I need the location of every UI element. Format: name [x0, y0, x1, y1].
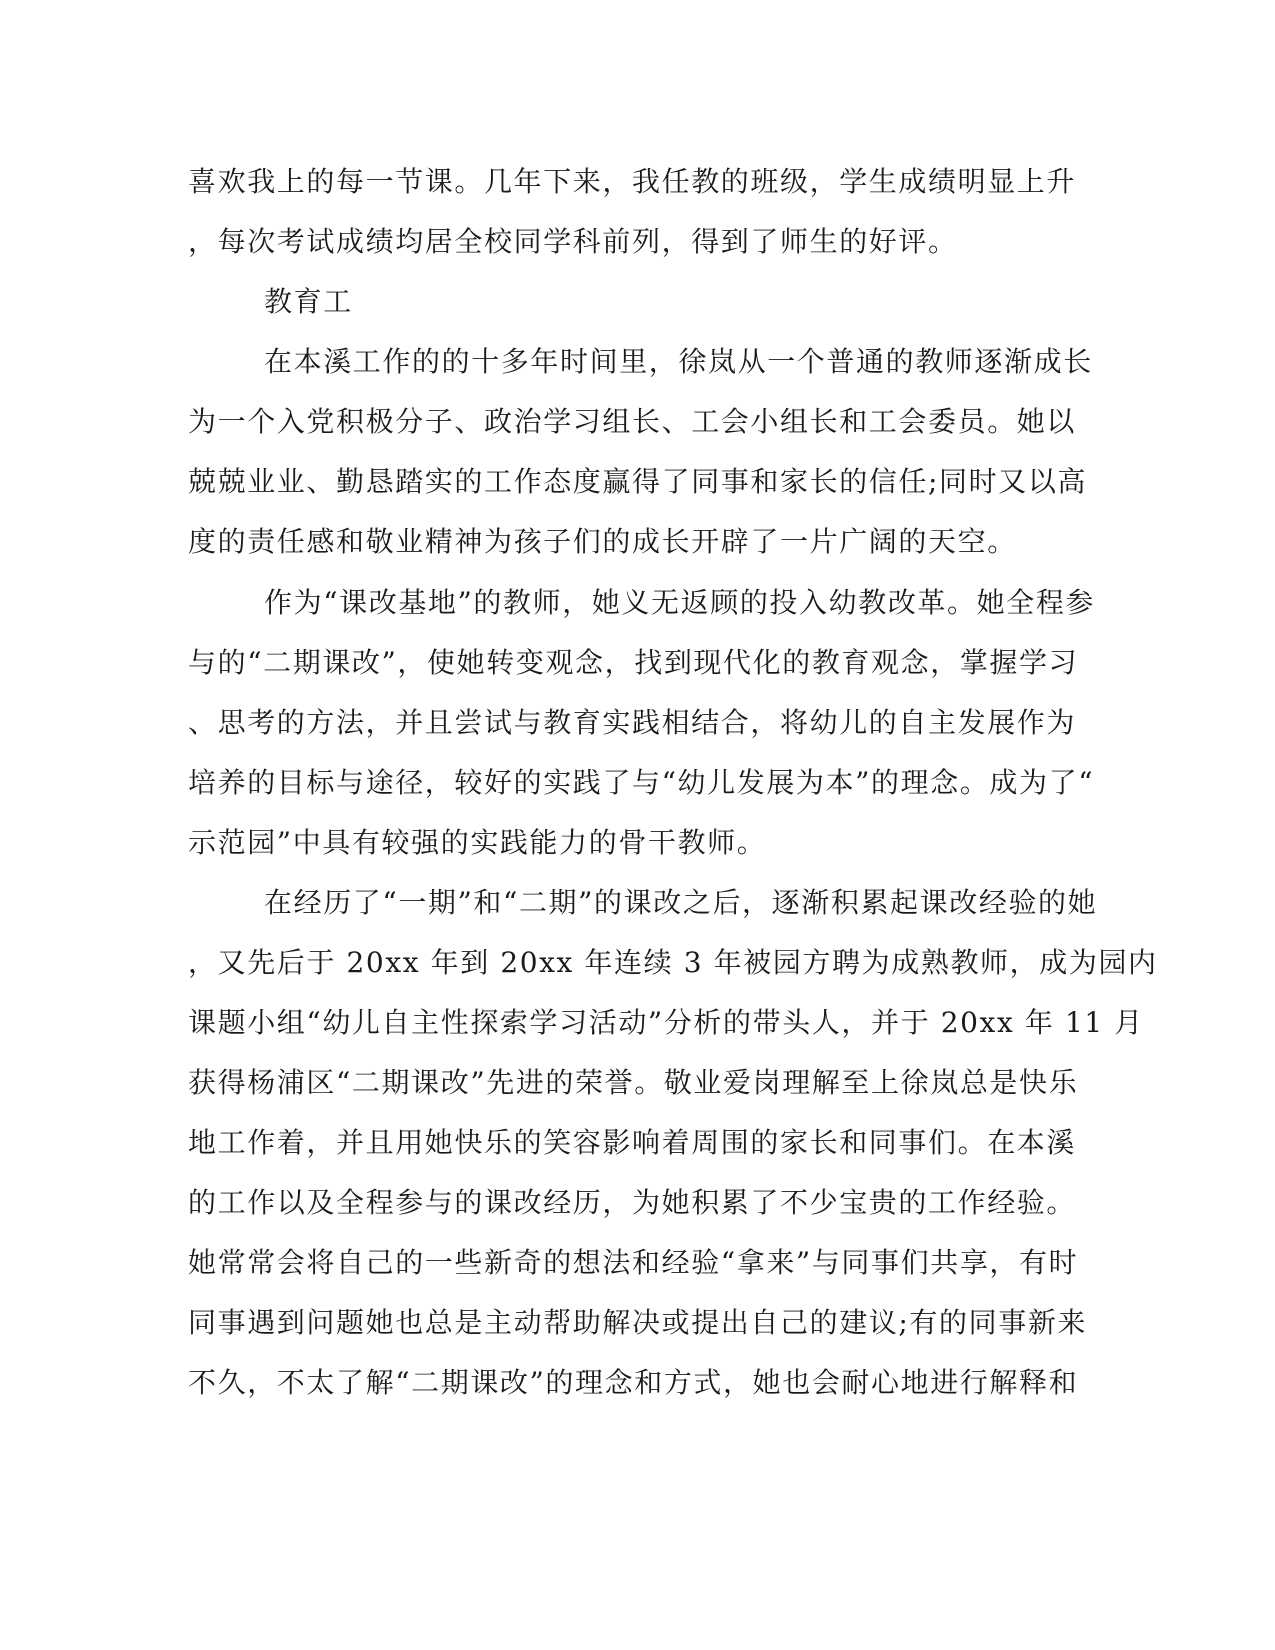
text-line: 度的责任感和敬业精神为孩子们的成长开辟了一片广阔的天空。 [188, 525, 1017, 558]
paragraph-start-line: 在经历了“一期”和“二期”的课改之后，逐渐积累起课改经验的她 [264, 886, 1098, 919]
text-line: ，每次考试成绩均居全校同学科前列，得到了师生的好评。 [188, 225, 958, 258]
text-line: 课题小组“幼儿自主性探索学习活动”分析的带头人，并于 20xx 年 11 月 [188, 1006, 1144, 1039]
text-line: 地工作着，并且用她快乐的笑容影响着周围的家长和同事们。在本溪 [188, 1126, 1077, 1159]
text-line: 为一个入党积极分子、政治学习组长、工会小组长和工会委员。她以 [188, 405, 1077, 438]
text-line: ，又先后于 20xx 年到 20xx 年连续 3 年被园方聘为成熟教师，成为园内 [188, 946, 1158, 979]
text-line: 培养的目标与途径，较好的实践了与“幼儿发展为本”的理念。成为了“ [188, 766, 1095, 799]
text-line: 同事遇到问题她也总是主动帮助解决或提出自己的建议;有的同事新来 [188, 1306, 1088, 1339]
text-line: 、思考的方法，并且尝试与教育实践相结合，将幼儿的自主发展作为 [188, 706, 1077, 739]
text-line: 的工作以及全程参与的课改经历，为她积累了不少宝贵的工作经验。 [188, 1186, 1077, 1219]
paragraph-start-line: 作为“课改基地”的教师，她义无返顾的投入幼教改革。她全程参 [264, 586, 1096, 619]
text-line: 示范园”中具有较强的实践能力的骨干教师。 [188, 826, 767, 859]
section-heading: 教育工 [264, 285, 353, 318]
text-line: 获得杨浦区“二期课改”先进的荣誉。敬业爱岗理解至上徐岚总是快乐 [188, 1066, 1079, 1099]
text-line: 不久，不太了解“二期课改”的理念和方式，她也会耐心地进行解释和 [188, 1366, 1079, 1399]
text-line: 喜欢我上的每一节课。几年下来，我任教的班级，学生成绩明显上升 [188, 165, 1077, 198]
text-line: 与的“二期课改”，使她转变观念，找到现代化的教育观念，掌握学习 [188, 646, 1079, 679]
text-line: 兢兢业业、勤恳踏实的工作态度赢得了同事和家长的信任;同时又以高 [188, 465, 1088, 498]
text-line: 她常常会将自己的一些新奇的想法和经验“拿来”与同事们共享，有时 [188, 1246, 1079, 1279]
paragraph-start-line: 在本溪工作的的十多年时间里，徐岚从一个普通的教师逐渐成长 [264, 345, 1093, 378]
